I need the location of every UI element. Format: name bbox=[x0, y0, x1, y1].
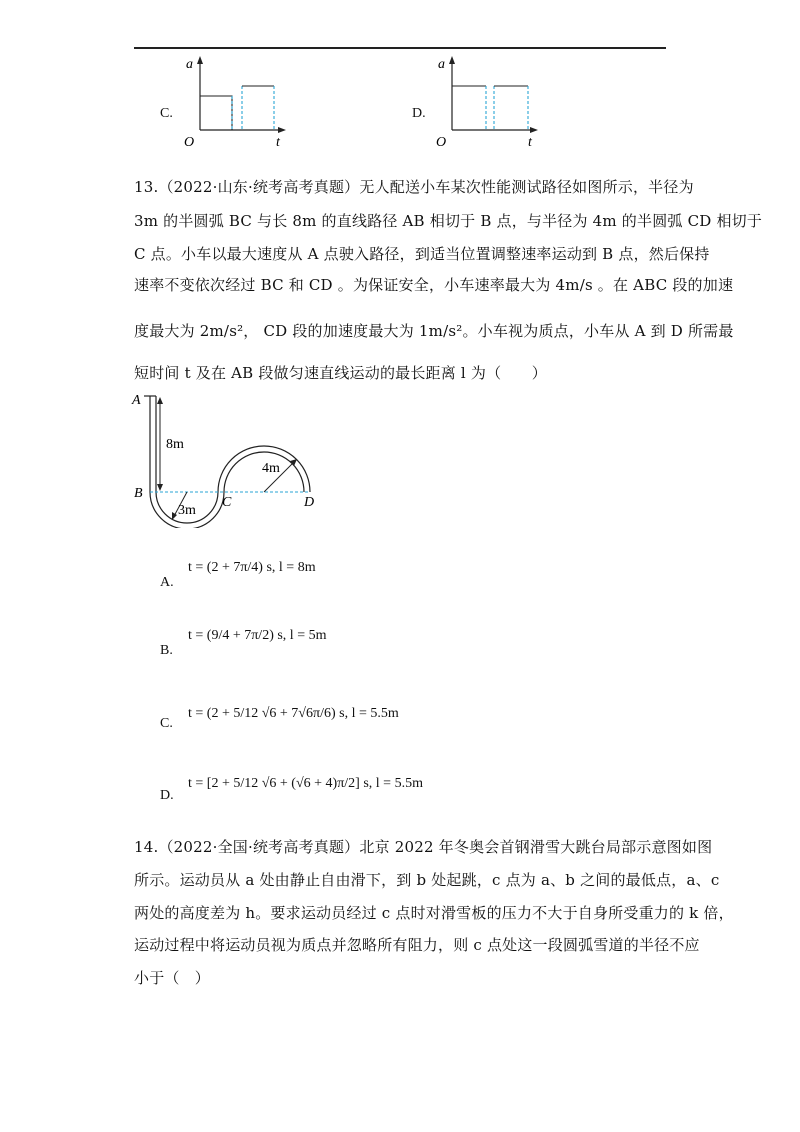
label-4m: 4m bbox=[262, 461, 280, 476]
option13-c-label: C. bbox=[160, 716, 173, 731]
option-d-label: D. bbox=[412, 106, 426, 121]
option13-a-formula: t = (2 + 7π/4) s, l = 8m bbox=[188, 560, 316, 575]
q14-line5: 小于（ ） bbox=[134, 969, 211, 987]
q13-line4: 速率不变依次经过 BC 和 CD 。为保证安全，小车速率最大为 4m/s 。在 ABC 段的加速 bbox=[134, 276, 734, 294]
path-figure bbox=[130, 388, 330, 528]
q14-line3: 两处的高度差为 h。要求运动员经过 c 点时对滑雪板的压力不大于自身所受重力的 k 倍， bbox=[134, 904, 734, 922]
option13-b-label: B. bbox=[160, 643, 173, 658]
option13-d-formula: t = [2 + 5/12 √6 + (√6 + 4)π/2] s, l = 5.5m bbox=[188, 776, 423, 791]
y-axis-arrow bbox=[197, 56, 203, 64]
label-b: B bbox=[134, 486, 143, 501]
origin-label: O bbox=[184, 135, 195, 150]
option13-b-formula: t = (9/4 + 7π/2) s, l = 5m bbox=[188, 628, 327, 643]
option13-d-label: D. bbox=[160, 788, 174, 803]
axis-a-label: a bbox=[186, 57, 193, 72]
q13-line6: 短时间 t 及在 AB 段做匀速直线运动的最长距离 l 为（ ） bbox=[134, 364, 547, 382]
q13-line1: 13.（2022·山东·统考高考真题）无人配送小车某次性能测试路径如图所示，半径为 bbox=[134, 178, 694, 196]
top-rule bbox=[134, 47, 666, 49]
axis-t-label: t bbox=[276, 135, 280, 150]
label-8m: 8m bbox=[166, 437, 184, 452]
q13-line5: 度最大为 2m/s²， CD 段的加速度最大为 1m/s²。小车视为质点，小车从 A 到 D 所需最 bbox=[134, 322, 734, 340]
q13-line2: 3m 的半圆弧 BC 与长 8m 的直线路径 AB 相切于 B 点，与半径为 4m 的半圆弧 CD 相切于 bbox=[134, 212, 763, 230]
label-c: C bbox=[222, 495, 232, 510]
x-axis-arrow bbox=[278, 127, 286, 133]
option13-c-formula: t = (2 + 5/12 √6 + 7√6π/6) s, l = 5.5m bbox=[188, 706, 399, 721]
option-c-label: C. bbox=[160, 106, 173, 121]
svg-text:O: O bbox=[436, 135, 447, 150]
graph-d bbox=[430, 54, 540, 150]
segment-1 bbox=[200, 96, 232, 130]
label-a: A bbox=[132, 393, 141, 408]
svg-text:t: t bbox=[528, 135, 532, 150]
label-d: D bbox=[304, 495, 315, 510]
label-3m: 3m bbox=[178, 503, 196, 518]
q13-line3: C 点。小车以最大速度从 A 点驶入路径，到适当位置调整速率运动到 B 点，然后保持 bbox=[134, 245, 710, 263]
q14-line1: 14.（2022·全国·统考高考真题）北京 2022 年冬奥会首钢滑雪大跳台局部示意图如图 bbox=[134, 838, 713, 856]
option13-a-label: A. bbox=[160, 575, 174, 590]
svg-text:a: a bbox=[438, 57, 445, 72]
q14-line4: 运动过程中将运动员视为质点并忽略所有阻力，则 c 点处这一段圆弧雪道的半径不应 bbox=[134, 936, 700, 954]
graph-c bbox=[178, 54, 288, 150]
q14-line2: 所示。运动员从 a 处由静止自由滑下，到 b 处起跳，c 点为 a、b 之间的最低点，a、c bbox=[134, 871, 720, 889]
